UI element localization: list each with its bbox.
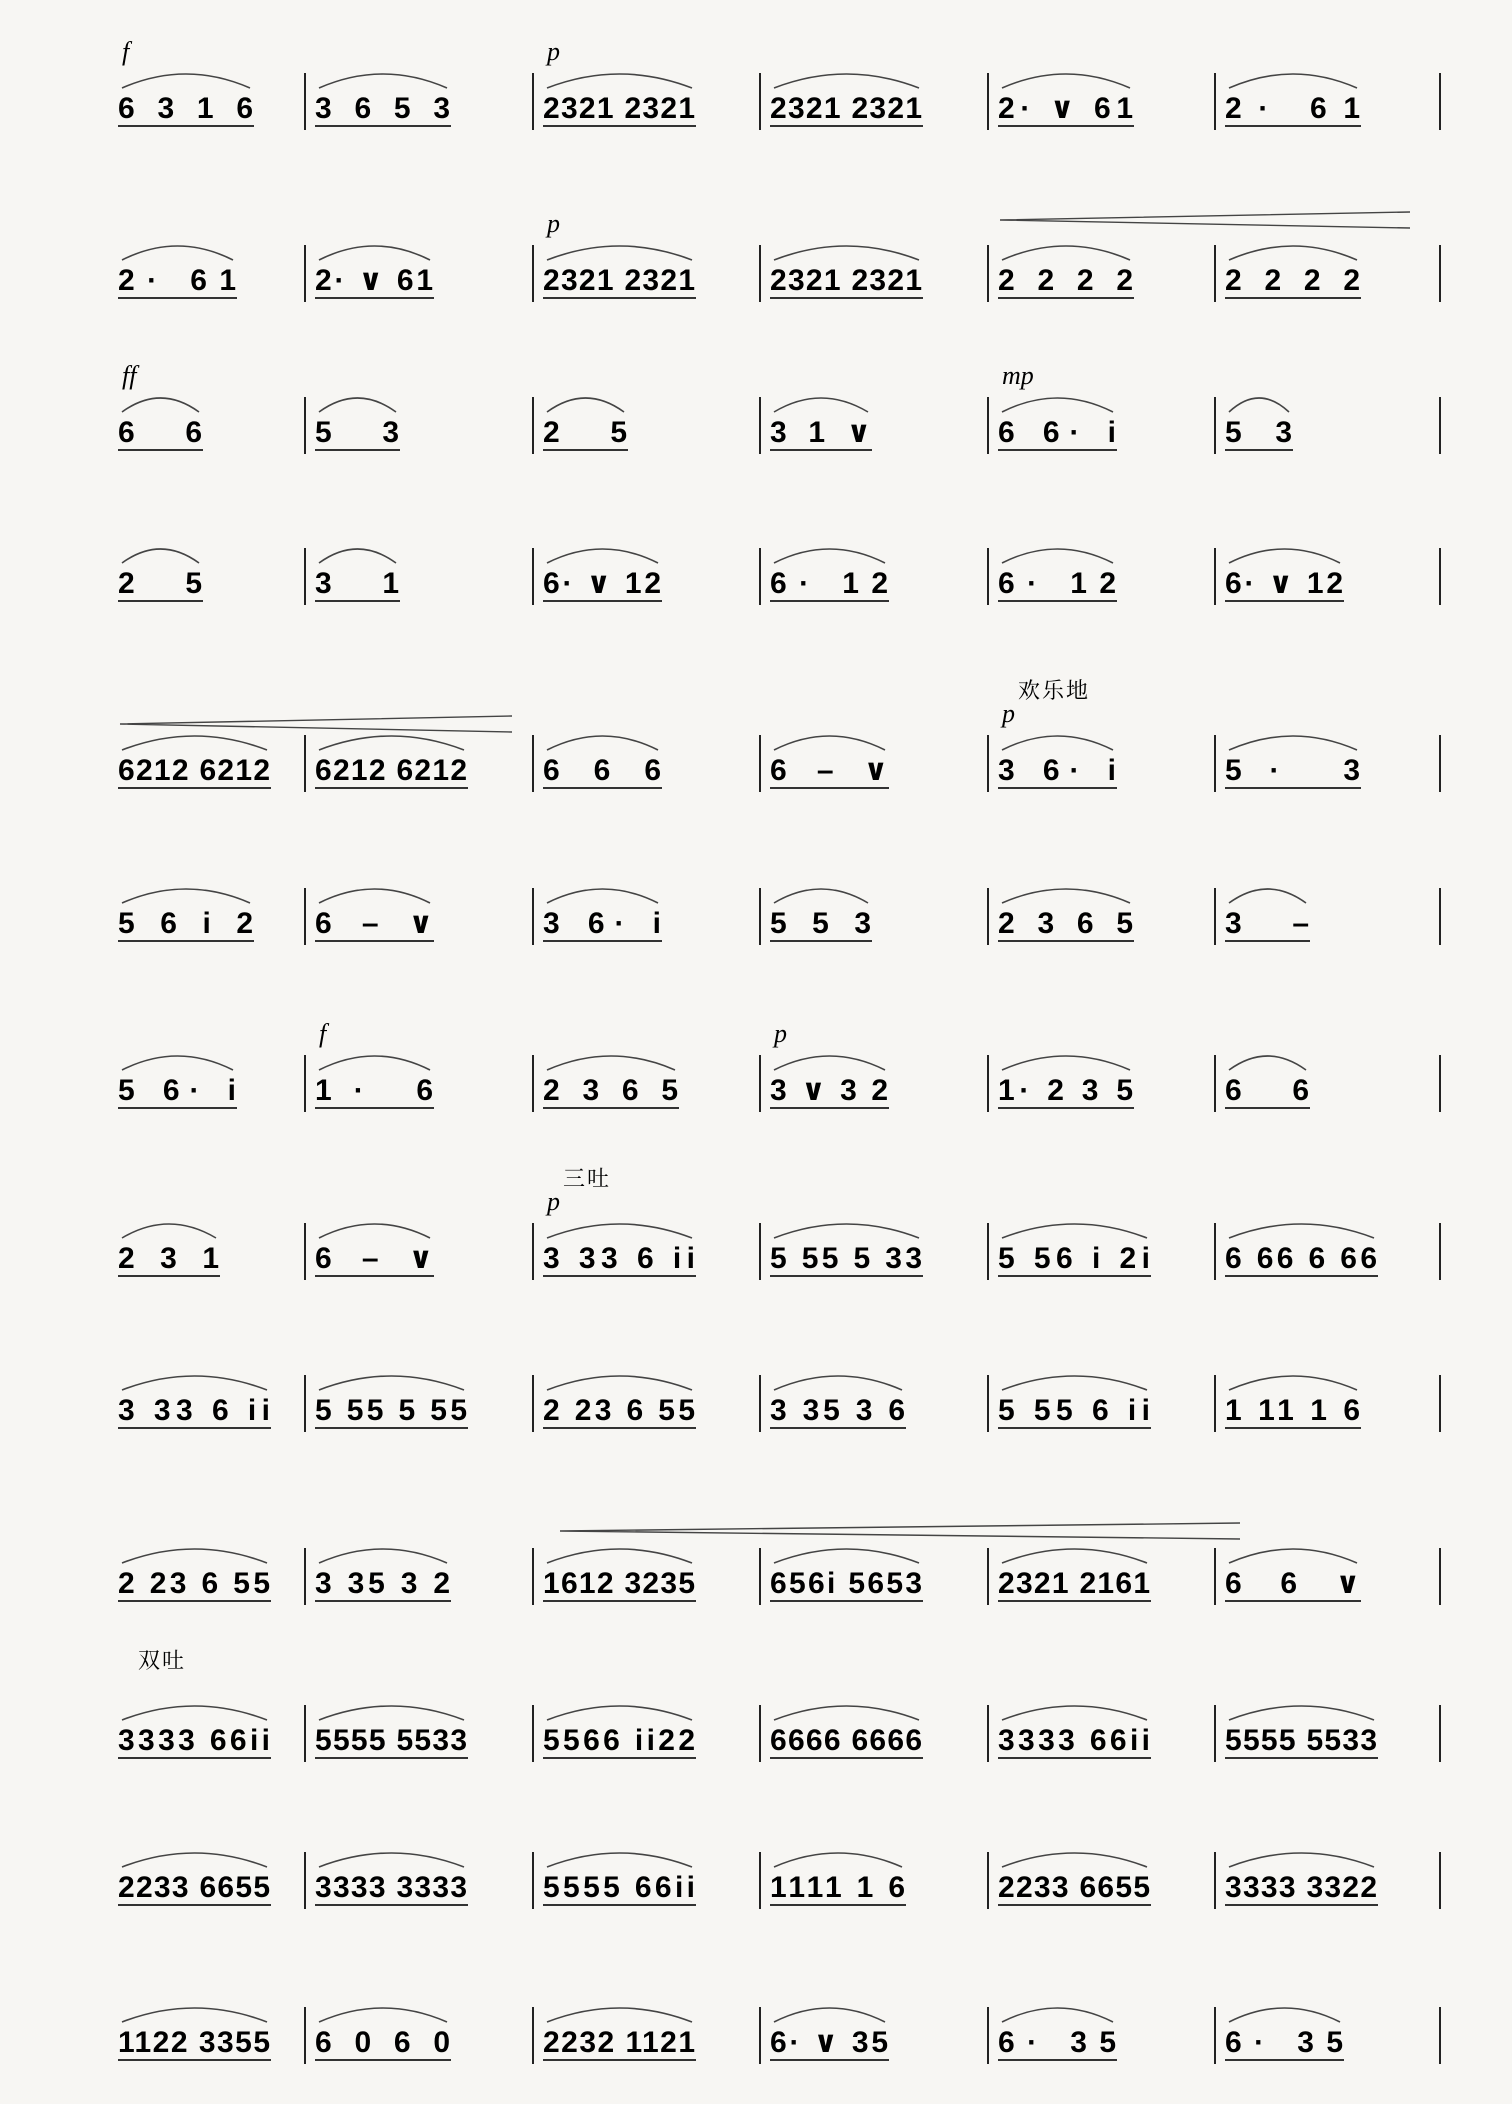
slur-mark bbox=[1229, 2008, 1340, 2022]
slur-mark bbox=[319, 1706, 464, 1720]
measure-notes: 5555 5533 bbox=[1225, 1724, 1378, 1757]
measure-notes: 3 33 6 ii bbox=[543, 1242, 696, 1275]
slur-mark bbox=[1002, 549, 1113, 563]
measure-notes: 1612 3235 bbox=[543, 1567, 696, 1600]
slur-mark bbox=[1229, 1056, 1306, 1070]
measure-notes: 3 6· i bbox=[543, 907, 662, 940]
slur-mark bbox=[547, 1549, 692, 1563]
slur-mark bbox=[1002, 1706, 1147, 1720]
measure-notes: 2232 1121 bbox=[543, 2026, 696, 2059]
slur-mark bbox=[122, 889, 250, 903]
slur-mark bbox=[319, 1056, 430, 1070]
slur-mark bbox=[1229, 1376, 1357, 1390]
dynamic-mark: ff bbox=[122, 361, 137, 390]
measure-notes: 6· 12 bbox=[770, 567, 889, 600]
measure-notes: 5 3 bbox=[1225, 416, 1293, 449]
measure-notes: 6212 6212 bbox=[118, 754, 271, 787]
measure-notes: 2 3 1 bbox=[118, 1242, 220, 1275]
measure-notes: 2321 2321 bbox=[770, 264, 923, 297]
dynamic-mark: p bbox=[547, 209, 560, 238]
slur-mark bbox=[774, 1549, 919, 1563]
measure-notes: 3 35 3 2 bbox=[315, 1567, 451, 1600]
dynamic-mark: f bbox=[319, 1019, 327, 1048]
slur-mark bbox=[774, 398, 868, 412]
measure-notes: 5555 66ii bbox=[543, 1871, 696, 1904]
slur-mark bbox=[1229, 1224, 1374, 1238]
score-row bbox=[118, 1019, 1440, 1112]
measure-notes: 6 – ∨ bbox=[315, 907, 434, 940]
measure-notes: 2 3 6 5 bbox=[543, 1074, 679, 1107]
slur-mark bbox=[774, 1376, 902, 1390]
measure-notes: 3 ∨ 3 2 bbox=[770, 1074, 889, 1107]
slur-mark bbox=[774, 246, 919, 260]
slur-mark bbox=[122, 1549, 267, 1563]
measure-notes: 1· 2 3 5 bbox=[998, 1074, 1134, 1107]
slur-mark bbox=[122, 1706, 267, 1720]
measure-notes: 5 55 5 33 bbox=[770, 1242, 923, 1275]
slur-mark bbox=[547, 1056, 675, 1070]
slur-mark bbox=[547, 74, 692, 88]
slur-mark bbox=[319, 398, 396, 412]
measure-notes: 6 0 6 0 bbox=[315, 2026, 451, 2059]
slur-mark bbox=[122, 1376, 267, 1390]
dynamic-mark: p bbox=[547, 1187, 560, 1216]
slur-mark bbox=[547, 398, 624, 412]
measure-notes: 3 6· i bbox=[998, 754, 1117, 787]
slur-mark bbox=[1229, 246, 1357, 260]
measure-notes: 3333 3322 bbox=[1225, 1871, 1378, 1904]
slur-mark bbox=[319, 2008, 447, 2022]
slur-mark bbox=[319, 889, 430, 903]
measure-notes: 6 3 1 6 bbox=[118, 92, 254, 125]
slur-mark bbox=[774, 2008, 885, 2022]
slur-mark bbox=[1002, 736, 1113, 750]
measure-notes: 1· 6 bbox=[315, 1074, 434, 1107]
measure-notes: 6 6· i bbox=[998, 416, 1117, 449]
measure-notes: 3333 66ii bbox=[118, 1724, 271, 1757]
measure-notes: 2· 61 bbox=[1225, 92, 1361, 125]
measure-notes: 3 1 ∨ bbox=[770, 416, 872, 449]
score-row bbox=[118, 1852, 1440, 1909]
measure-notes: 5 6· i bbox=[118, 1074, 237, 1107]
expression-text: 三吐 bbox=[563, 1167, 612, 1192]
measure-notes: 2233 6655 bbox=[118, 1871, 271, 1904]
measure-notes: 3 – bbox=[1225, 907, 1310, 940]
measure-notes: 1 11 1 6 bbox=[1225, 1394, 1361, 1427]
slur-mark bbox=[1002, 889, 1130, 903]
measure-notes: 5566 ii22 bbox=[543, 1724, 696, 1757]
slur-mark bbox=[547, 889, 658, 903]
measure-notes: 656i 5653 bbox=[770, 1567, 923, 1600]
slur-mark bbox=[1229, 1853, 1374, 1867]
slur-mark bbox=[1002, 1224, 1147, 1238]
measure-notes: 2321 2321 bbox=[770, 92, 923, 125]
slur-mark bbox=[319, 246, 430, 260]
slur-mark bbox=[1002, 246, 1130, 260]
measure-notes: 5 55 5 55 bbox=[315, 1394, 468, 1427]
slur-mark bbox=[1002, 74, 1130, 88]
slur-mark bbox=[547, 2008, 692, 2022]
slur-mark bbox=[774, 1056, 885, 1070]
slur-mark bbox=[319, 1853, 464, 1867]
score-row bbox=[118, 548, 1440, 605]
slur-mark bbox=[319, 549, 396, 563]
measure-notes: 6666 6666 bbox=[770, 1724, 923, 1757]
measure-notes: 2 2 2 2 bbox=[1225, 264, 1361, 297]
slur-mark bbox=[774, 736, 885, 750]
dynamic-mark: p bbox=[547, 37, 560, 66]
measure-notes: 2 23 6 55 bbox=[543, 1394, 696, 1427]
slur-mark bbox=[319, 1549, 447, 1563]
slur-mark bbox=[122, 246, 233, 260]
score-row bbox=[118, 1649, 1440, 1762]
expression-text: 欢乐地 bbox=[1018, 679, 1091, 704]
slur-mark bbox=[122, 1853, 267, 1867]
expression-text: 双吐 bbox=[138, 1649, 187, 1674]
measure-notes: 5 6 i 2 bbox=[118, 907, 254, 940]
measure-notes: 6 – ∨ bbox=[315, 1242, 434, 1275]
measure-notes: 6 – ∨ bbox=[770, 754, 889, 787]
measure-notes: 2 5 bbox=[543, 416, 628, 449]
slur-mark bbox=[1229, 74, 1357, 88]
slur-mark bbox=[547, 1224, 692, 1238]
measure-notes: 5 55 6 ii bbox=[998, 1394, 1151, 1427]
slur-mark bbox=[1002, 398, 1113, 412]
measure-notes: 3333 3333 bbox=[315, 1871, 468, 1904]
measure-notes: 6· ∨ 12 bbox=[1225, 567, 1344, 600]
measure-notes: 2321 2321 bbox=[543, 264, 696, 297]
measure-notes: 6· 35 bbox=[1225, 2026, 1344, 2059]
slur-mark bbox=[774, 1853, 902, 1867]
slur-mark bbox=[122, 1224, 216, 1238]
measure-notes: 2· ∨ 61 bbox=[998, 92, 1134, 125]
slur-mark bbox=[1002, 1056, 1130, 1070]
slur-mark bbox=[319, 1224, 430, 1238]
slur-mark bbox=[319, 736, 464, 750]
slur-mark bbox=[319, 1376, 464, 1390]
slur-mark bbox=[1229, 736, 1357, 750]
score-row bbox=[118, 1167, 1440, 1280]
slur-mark bbox=[319, 74, 447, 88]
measure-notes: 6· 35 bbox=[998, 2026, 1117, 2059]
slur-mark bbox=[122, 398, 199, 412]
measure-notes: 6· ∨ 35 bbox=[770, 2026, 889, 2059]
measure-notes: 1122 3355 bbox=[118, 2026, 271, 2059]
measure-notes: 2· 61 bbox=[118, 264, 237, 297]
measure-notes: 2· ∨ 61 bbox=[315, 264, 434, 297]
hairpin-mark bbox=[120, 716, 512, 732]
slur-mark bbox=[122, 2008, 267, 2022]
slur-mark bbox=[122, 736, 267, 750]
score-row bbox=[118, 37, 1440, 130]
slur-mark bbox=[1229, 398, 1289, 412]
slur-mark bbox=[774, 889, 868, 903]
measure-notes: 6· ∨ 12 bbox=[543, 567, 662, 600]
measure-notes: 6 6 ∨ bbox=[1225, 1567, 1361, 1600]
measure-notes: 2 2 2 2 bbox=[998, 264, 1134, 297]
slur-mark bbox=[122, 1056, 233, 1070]
measure-notes: 2321 2161 bbox=[998, 1567, 1151, 1600]
measure-notes: 3333 66ii bbox=[998, 1724, 1151, 1757]
measure-notes: 5 5 3 bbox=[770, 907, 872, 940]
slur-mark bbox=[1002, 1376, 1147, 1390]
measure-notes: 2 3 6 5 bbox=[998, 907, 1134, 940]
score-row bbox=[118, 679, 1440, 792]
hairpin-mark bbox=[560, 1523, 1240, 1539]
dynamic-mark: p bbox=[774, 1019, 787, 1048]
measure-notes: 2 23 6 55 bbox=[118, 1567, 271, 1600]
slur-mark bbox=[547, 736, 658, 750]
slur-mark bbox=[122, 549, 199, 563]
score-row bbox=[118, 361, 1440, 454]
slur-mark bbox=[1002, 1549, 1147, 1563]
hairpin-mark bbox=[1000, 212, 1410, 228]
measure-notes: 3 35 3 6 bbox=[770, 1394, 906, 1427]
measure-notes: 6 66 6 66 bbox=[1225, 1242, 1378, 1275]
dynamic-mark: p bbox=[1002, 699, 1015, 728]
dynamic-mark: f bbox=[122, 37, 130, 66]
slur-mark bbox=[1229, 1706, 1374, 1720]
measure-notes: 6 6 bbox=[118, 416, 203, 449]
slur-mark bbox=[774, 549, 885, 563]
slur-mark bbox=[547, 246, 692, 260]
slur-mark bbox=[1229, 549, 1340, 563]
slur-mark bbox=[1002, 2008, 1113, 2022]
dynamic-mark: mp bbox=[1002, 361, 1034, 390]
measure-notes: 5555 5533 bbox=[315, 1724, 468, 1757]
measure-notes: 3 33 6 ii bbox=[118, 1394, 271, 1427]
slur-mark bbox=[1002, 1853, 1147, 1867]
measure-notes: 6212 6212 bbox=[315, 754, 468, 787]
measure-notes: 2321 2321 bbox=[543, 92, 696, 125]
slur-mark bbox=[1229, 889, 1306, 903]
slur-mark bbox=[547, 1376, 692, 1390]
measure-notes: 1111 1 6 bbox=[770, 1871, 906, 1904]
slur-mark bbox=[122, 74, 250, 88]
measure-notes: 6 6 6 bbox=[543, 754, 662, 787]
slur-mark bbox=[547, 549, 658, 563]
slur-mark bbox=[774, 74, 919, 88]
score-row bbox=[118, 888, 1440, 945]
score-row bbox=[118, 1523, 1440, 1605]
slur-mark bbox=[547, 1706, 692, 1720]
slur-mark bbox=[1229, 1549, 1357, 1563]
score-row bbox=[118, 209, 1440, 302]
score-row bbox=[118, 1375, 1440, 1432]
slur-mark bbox=[547, 1853, 692, 1867]
measure-notes: 5 56 i 2i bbox=[998, 1242, 1151, 1275]
score-row bbox=[118, 2007, 1440, 2064]
measure-notes: 6 6 bbox=[1225, 1074, 1310, 1107]
measure-notes: 5· 3 bbox=[1225, 754, 1361, 787]
measure-notes: 2233 6655 bbox=[998, 1871, 1151, 1904]
measure-notes: 5 3 bbox=[315, 416, 400, 449]
measure-notes: 3 6 5 3 bbox=[315, 92, 451, 125]
measure-notes: 2 5 bbox=[118, 567, 203, 600]
slur-mark bbox=[774, 1706, 919, 1720]
slur-mark bbox=[774, 1224, 919, 1238]
measure-notes: 6· 12 bbox=[998, 567, 1117, 600]
measure-notes: 3 1 bbox=[315, 567, 400, 600]
